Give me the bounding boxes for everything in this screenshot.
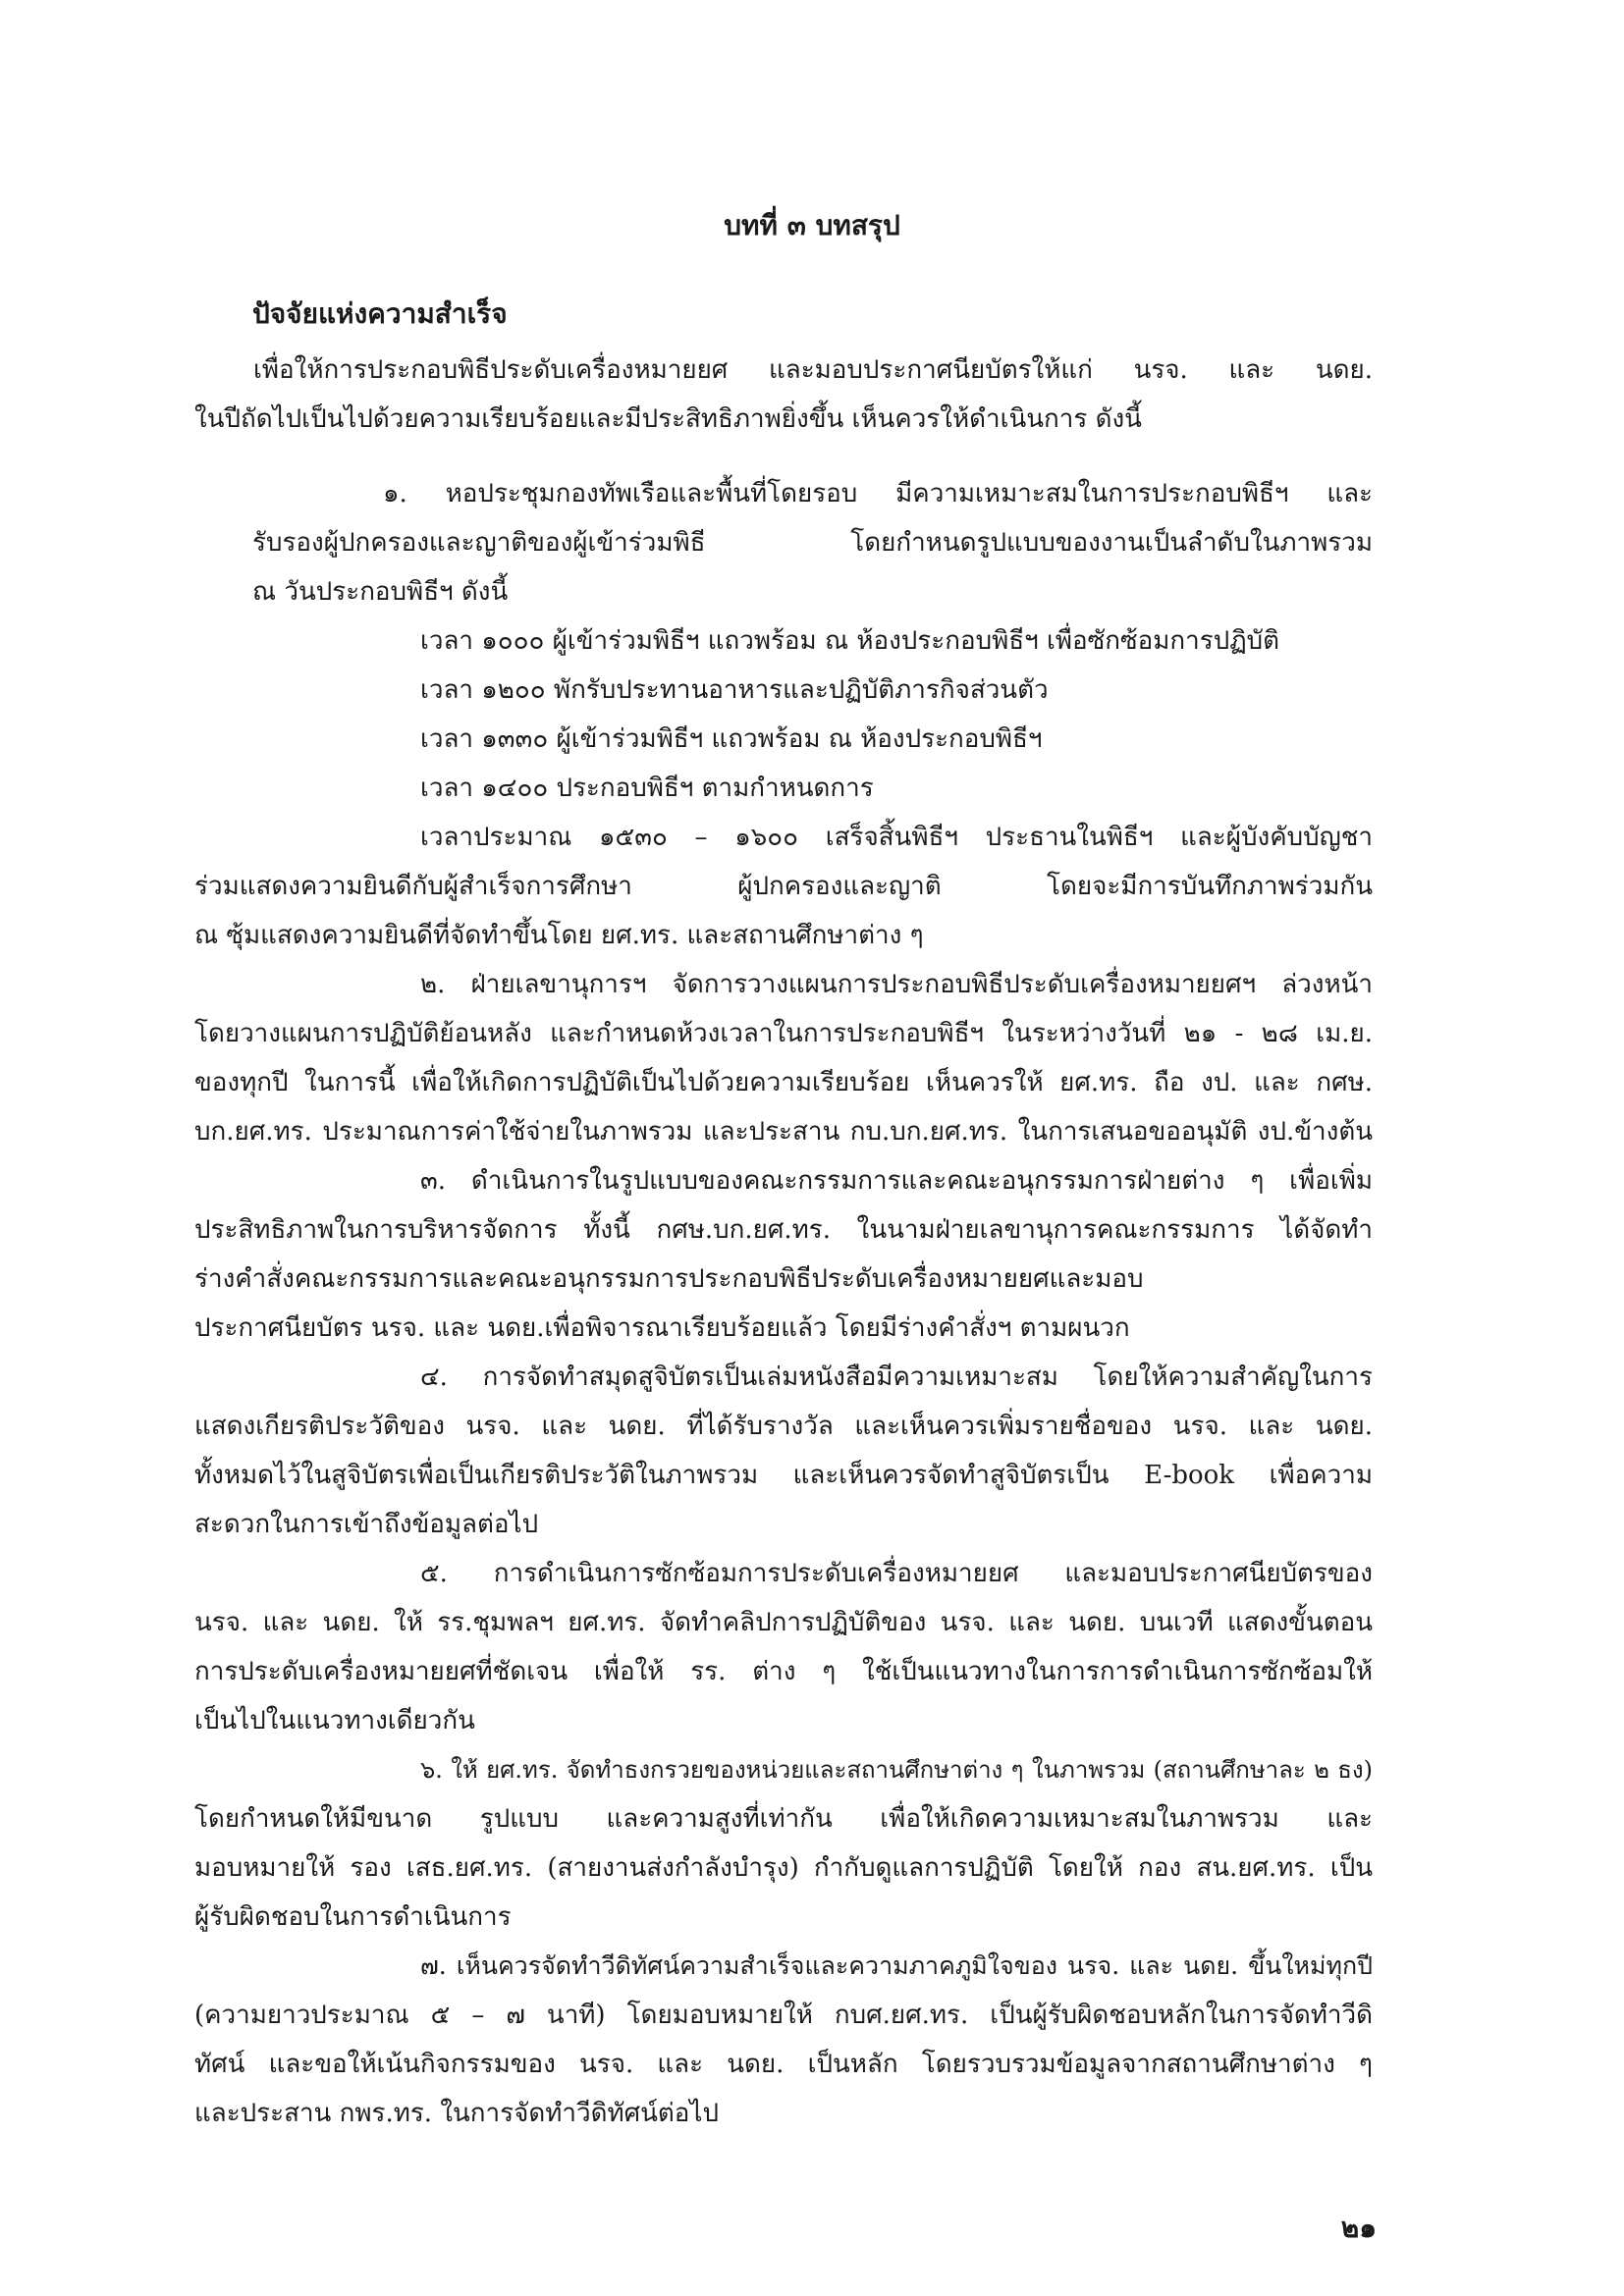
paragraph-line: และประสาน กพร.ทร. ในการจัดทำวีดิทัศน์ต่อไป: [194, 2099, 719, 2128]
paragraph-line: ๗. เห็นควรจัดทำวีดิทัศน์ความสำเร็จและความภาคภูมิใจของ นรจ. และ นดย. ขึ้นใหม่ทุกปี: [420, 1951, 1373, 1980]
paragraph-line: โดยวางแผนการปฏิบัติย้อนหลัง และกำหนดห้วงเวลาในการประกอบพิธีฯ ในระหว่างวันที่ ๒๑ - ๒๘ เม.ย.: [194, 1019, 1373, 1048]
item-7: [194, 1942, 1373, 2138]
item-1: [252, 469, 1373, 616]
paragraph-line: เป็นไปในแนวทางเดียวกัน: [194, 1706, 475, 1735]
paragraph-line: เพื่อให้การประกอบพิธีประดับเครื่องหมายยศ และมอบประกาศนียบัตรให้แก่ นรจ. และ นดย.: [253, 355, 1373, 385]
intro-paragraph: [194, 346, 1373, 444]
closing-paragraph: [194, 813, 1373, 960]
paragraph-line: ๒. ฝ่ายเลขานุการฯ จัดการวางแผนการประกอบพิธีประดับเครื่องหมายยศฯ ล่วงหน้า: [420, 970, 1373, 999]
paragraph-line: บก.ยศ.ทร. ประมาณการค่าใช้จ่ายในภาพรวม และประสาน กบ.บก.ยศ.ทร. ในการเสนอขออนุมัติ งป.ข้างต้น: [194, 1117, 1373, 1147]
schedule-list: [194, 616, 1373, 813]
paragraph-line: ร่างคำสั่งคณะกรรมการและคณะอนุกรรมการประกอบพิธีประดับเครื่องหมายยศและมอบ: [194, 1264, 1144, 1294]
paragraph-line: (ความยาวประมาณ ๕ – ๗ นาที) โดยมอบหมายให้ กบศ.ยศ.ทร. เป็นผู้รับผิดชอบหลักในการจัดทำวีดิ: [194, 2001, 1373, 2030]
paragraph-line: ในปีถัดไปเป็นไปด้วยความเรียบร้อยและมีประสิทธิภาพยิ่งขึ้น เห็นควรให้ดำเนินการ ดังนี้: [194, 404, 1142, 434]
paragraph-line: โดยกำหนดให้มีขนาด รูปแบบ และความสูงที่เท่ากัน เพื่อให้เกิดความเหมาะสมในภาพรวม และ: [194, 1804, 1373, 1834]
paragraph-line: ประสิทธิภาพในการบริหารจัดการ ทั้งนี้ กศษ.บก.ยศ.ทร. ในนามฝ่ายเลขานุการคณะกรรมการ ได้จัดทำ: [194, 1215, 1373, 1245]
paragraph-line: ๖. ให้ ยศ.ทร. จัดทำธงกรวยของหน่วยและสถานศึกษาต่าง ๆ ในภาพรวม (สถานศึกษาละ ๒ ธง): [420, 1756, 1373, 1784]
paragraph-line: ของทุกปี ในการนี้ เพื่อให้เกิดการปฏิบัติเป็นไปด้วยความเรียบร้อย เห็นควรให้ ยศ.ทร. ถือ งป. และ กศษ.: [194, 1068, 1373, 1097]
paragraph-line: เวลาประมาณ ๑๕๓๐ – ๑๖๐๐ เสร็จสิ้นพิธีฯ ประธานในพิธีฯ และผู้บังคับบัญชา: [420, 823, 1373, 852]
paragraph-line: การประดับเครื่องหมายยศที่ชัดเจน เพื่อให้ รร. ต่าง ๆ ใช้เป็นแนวทางในการการดำเนินการซักซ้อมให้: [194, 1657, 1373, 1686]
page-number: ๒๑: [1340, 2212, 1377, 2244]
paragraph-line: ทัศน์ และขอให้เน้นกิจกรรมของ นรจ. และ นดย. เป็นหลัก โดยรวบรวมข้อมูลจากสถานศึกษาต่าง ๆ: [194, 2050, 1373, 2079]
paragraph-line: ประกาศนียบัตร นรจ. และ นดย.เพื่อพิจารณาเรียบร้อยแล้ว โดยมีร่างคำสั่งฯ ตามผนวก: [194, 1313, 1130, 1343]
paragraph-line: ร่วมแสดงความยินดีกับผู้สำเร็จการศึกษา ผู้ปกครองและญาติ โดยจะมีการบันทึกภาพร่วมกัน: [194, 872, 1373, 901]
item-6: [194, 1745, 1373, 1942]
paragraph-line: ๓. ดำเนินการในรูปแบบของคณะกรรมการและคณะอนุกรรมการฝ่ายต่าง ๆ เพื่อเพิ่ม: [420, 1166, 1373, 1196]
paragraph-line: ณ วันประกอบพิธีฯ ดังนี้: [252, 577, 509, 607]
paragraph-line: ณ ซุ้มแสดงความยินดีที่จัดทำขึ้นโดย ยศ.ทร. และสถานศึกษาต่าง ๆ: [194, 921, 924, 950]
schedule-item: เวลา ๑๐๐๐ ผู้เข้าร่วมพิธีฯ แถวพร้อม ณ ห้องประกอบพิธีฯ เพื่อซักซ้อมการปฏิบัติ: [420, 626, 1280, 656]
item-5: [194, 1549, 1373, 1745]
paragraph-line: แสดงเกียรติประวัติของ นรจ. และ นดย. ที่ได้รับรางวัล และเห็นควรเพิ่มรายชื่อของ นรจ. และ นดย.: [194, 1412, 1373, 1441]
paragraph-line: สะดวกในการเข้าถึงข้อมูลต่อไป: [194, 1510, 539, 1539]
item-4: [194, 1353, 1373, 1549]
paragraph-line: ๔. การจัดทำสมุดสูจิบัตรเป็นเล่มหนังสือมีความเหมาะสม โดยให้ความสำคัญในการ: [420, 1362, 1373, 1392]
schedule-item: เวลา ๑๓๓๐ ผู้เข้าร่วมพิธีฯ แถวพร้อม ณ ห้องประกอบพิธีฯ: [420, 724, 1043, 754]
paragraph-line: รับรองผู้ปกครองและญาติของผู้เข้าร่วมพิธี โดยกำหนดรูปแบบของงานเป็นลำดับในภาพรวม: [252, 528, 1373, 558]
page-title: บทที่ ๓ บทสรุป: [724, 209, 900, 241]
schedule-item: เวลา ๑๒๐๐ พักรับประทานอาหารและปฏิบัติภารกิจส่วนตัว: [420, 675, 1049, 705]
paragraph-line: ทั้งหมดไว้ในสูจิบัตรเพื่อเป็นเกียรติประวัติในภาพรวม และเห็นควรจัดทำสูจิบัตรเป็น E-book เพื่อความ: [194, 1461, 1373, 1490]
paragraph-line: นรจ. และ นดย. ให้ รร.ชุมพลฯ ยศ.ทร. จัดทำคลิปการปฏิบัติของ นรจ. และ นดย. บนเวที แสดงขั้นตอน: [194, 1608, 1373, 1637]
item-3: [194, 1156, 1373, 1353]
section-heading: ปัจจัยแห่งความสำเร็จ: [252, 297, 508, 330]
schedule-item: เวลา ๑๔๐๐ ประกอบพิธีฯ ตามกำหนดการ: [420, 774, 874, 803]
paragraph-line: ๑. หอประชุมกองทัพเรือและพื้นที่โดยรอบ มีความเหมาะสมในการประกอบพิธีฯ และ: [383, 479, 1373, 508]
paragraph-line: มอบหมายให้ รอง เสธ.ยศ.ทร. (สายงานส่งกำลังบำรุง) กำกับดูแลการปฏิบัติ โดยให้ กอง สน.ยศ.ทร. เป็น: [194, 1853, 1373, 1883]
paragraph-line: ผู้รับผิดชอบในการดำเนินการ: [194, 1902, 512, 1932]
paragraph-line: ๕. การดำเนินการซักซ้อมการประดับเครื่องหมายยศ และมอบประกาศนียบัตรของ: [420, 1559, 1373, 1588]
item-2: [194, 960, 1373, 1156]
